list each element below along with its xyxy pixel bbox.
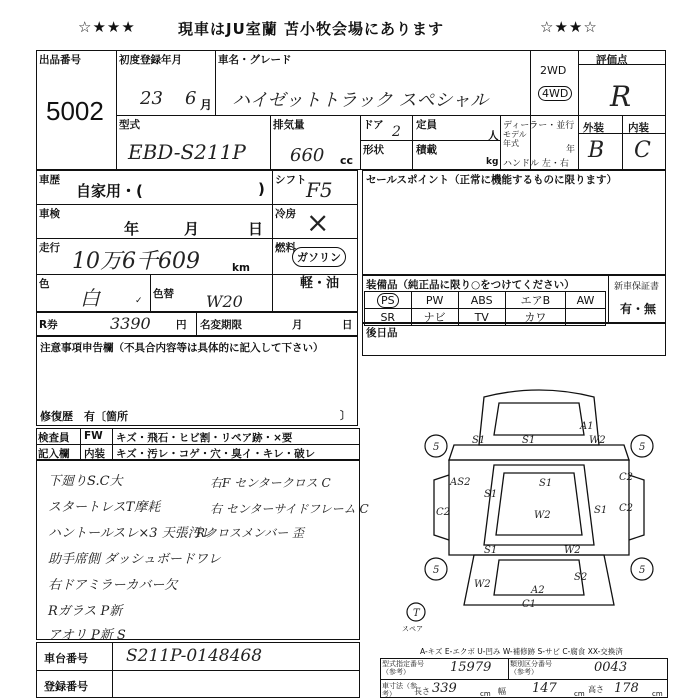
dealer-label: ディーラー・並行 [503, 121, 575, 131]
length-value: 339 [432, 681, 457, 696]
tire-mark: 5 [639, 442, 646, 453]
note-line: アオリ P新 S [48, 628, 126, 643]
damage-code: C2 [619, 472, 634, 483]
width-unit: cm [574, 690, 585, 698]
after-install-box [362, 323, 666, 356]
length-label: 長さ [414, 687, 430, 696]
interior-value: C [634, 138, 651, 163]
chassis-label: 車台番号 [44, 652, 88, 665]
displacement-label: 排気量 [273, 119, 305, 131]
after-install-label: 後日品 [366, 327, 398, 339]
capacity-unit: 人 [488, 130, 499, 142]
vehicle-damage-diagram [414, 385, 664, 635]
inspection-year: 年 [124, 220, 140, 238]
doors-value: 2 [392, 124, 401, 140]
fuel-diesel: 軽・油 [300, 276, 340, 291]
fw-label: FW [84, 430, 103, 442]
damage-code: A2 [531, 585, 545, 596]
name-change-label: 名変期限 [200, 319, 242, 331]
type-num-label: 型式指定番号（参考） [382, 660, 424, 676]
equip-tv: TV [458, 309, 505, 326]
dims-label: 車寸法（参考） [382, 682, 417, 698]
model-year-unit: 年 [566, 145, 576, 155]
equip-navi: ナビ [411, 309, 458, 326]
tire-mark: 5 [639, 565, 646, 576]
height-label: 高さ [588, 685, 604, 694]
damage-code: W2 [534, 510, 551, 521]
inspection-month: 月 [184, 220, 200, 238]
equip-leather: カワ [505, 309, 565, 326]
color-value: 白 [80, 286, 100, 310]
damage-code: S2 [574, 572, 588, 583]
name-change-month: 月 [292, 319, 303, 331]
equip-aw: AW [566, 292, 606, 309]
handle-label: ハンドル 左・右 [503, 159, 569, 169]
header-stars-left: ☆★★★ [78, 18, 136, 36]
interior-label: 内装 [628, 122, 649, 134]
fuel-gasoline: ガソリン [292, 247, 346, 267]
note-line: 下廻りS.C大 [48, 474, 123, 489]
damage-code: W2 [564, 545, 581, 556]
damage-code: AS2 [450, 477, 471, 488]
notes-label: 注意事項申告欄（不具合内容等は具体的に記入して下さい） [40, 342, 324, 354]
class-num-label: 類別区分番号（参考） [510, 660, 552, 676]
car-name-value: ハイゼットトラック スペシャル [232, 90, 489, 111]
lot-label: 出品番号 [39, 54, 81, 66]
capacity-label: 定員 [416, 119, 437, 131]
damage-code: W2 [589, 435, 606, 446]
spare-mark: T [413, 608, 420, 619]
model-year-label: モデル年式 [503, 130, 527, 148]
note-line: 助手席側 ダッシュボードワレ [48, 552, 221, 567]
registration-label: 登録番号 [44, 680, 88, 693]
name-change-day: 日 [342, 319, 353, 331]
interior-items: キズ・汚レ・コゲ・穴・臭イ・キレ・破レ [116, 448, 316, 460]
recycle-label: R券 [39, 319, 58, 331]
width-value: 147 [532, 681, 557, 696]
history-close: ) [258, 180, 265, 198]
damage-code: W2 [474, 579, 491, 590]
history-label: 車歴 [39, 174, 60, 186]
damage-code: C2 [436, 507, 451, 518]
fw-items: キズ・飛石・ヒビ割・リペア跡・×要 [116, 432, 293, 444]
recycle-unit: 円 [176, 319, 187, 331]
recycle-row [36, 312, 358, 336]
interior-check-label: 内装 [84, 448, 105, 460]
model-value: EBD-S211P [128, 140, 246, 164]
car-name-label: 車名・グレード [218, 54, 292, 66]
header-stars-right: ☆★★☆ [540, 18, 598, 36]
repair-close: 〕 [340, 410, 351, 422]
right-note-line: 右F センタークロス C [210, 476, 331, 490]
exterior-value: B [588, 138, 605, 163]
damage-legend: A-キズ E-エクボ U-凹み W-補修跡 S-サビ C-腐食 XX-交換済 [420, 647, 623, 656]
length-unit: cm [480, 690, 491, 698]
height-value: 178 [614, 681, 639, 696]
color-code: W20 [206, 292, 243, 311]
note-line: Rガラス P新 [48, 604, 123, 619]
displacement-value: 660 [290, 145, 325, 166]
drive-2wd: 2WD [540, 64, 567, 77]
inspector-entry-label: 記入欄 [38, 448, 70, 460]
aircon-value: × [306, 206, 330, 239]
right-note-line: Rクロスメンバー 歪 [196, 526, 305, 540]
note-line: ハントールスレ×3 天張汚レ [48, 526, 214, 541]
equip-airbag: エアB [505, 292, 565, 309]
inspector-label: 検査員 [38, 432, 70, 444]
damage-code: S1 [484, 489, 498, 500]
height-unit: cm [652, 690, 663, 698]
damage-code: S1 [472, 435, 486, 446]
right-note-line: 右 センターサイドフレーム C [210, 502, 369, 516]
damage-code: S1 [594, 505, 608, 516]
mileage-value: 10万6千609 [72, 249, 200, 274]
model-label: 型式 [119, 119, 140, 131]
damage-code: C1 [522, 599, 537, 610]
recycle-value: 3390 [110, 314, 151, 333]
exterior-label: 外装 [583, 122, 604, 134]
damage-code: S1 [539, 478, 553, 489]
equip-ps: PS [365, 292, 412, 309]
load-label: 積載 [416, 144, 437, 156]
drive-4wd: 4WD [538, 86, 572, 101]
lot-number: 5002 [46, 96, 104, 126]
equipment-label: 装備品（純正品に限り○をつけてください） [366, 279, 575, 291]
fuel-label: 燃料 [275, 242, 296, 254]
damage-code: C2 [619, 503, 634, 514]
grade-value: R [610, 80, 632, 113]
type-num: 15979 [450, 660, 492, 675]
inspection-label: 車検 [39, 208, 60, 220]
shift-label: シフト [275, 174, 307, 186]
history-value: 自家用・( [76, 182, 143, 200]
first-reg-label: 初度登録年月 [119, 54, 182, 66]
chassis-number: S211P-0148468 [126, 646, 263, 666]
warranty-value: 有・無 [620, 302, 657, 316]
mileage-unit: km [232, 262, 250, 274]
color-code-label: 色替 [153, 288, 174, 300]
equipment-table [364, 291, 606, 326]
mileage-label: 走行 [39, 242, 60, 254]
first-reg-unit: 月 [200, 98, 213, 112]
warranty-label: 新車保証書 [614, 282, 660, 292]
shape-label: 形状 [363, 144, 384, 156]
repair-label: 修復歴 有〔箇所 [40, 410, 128, 423]
note-line: 右ドアミラーカバー欠 [48, 578, 178, 593]
inspection-day: 日 [248, 220, 264, 238]
first-reg-month: 6 [185, 88, 197, 109]
sales-point-label: セールスポイント（正常に機能するものに限ります） [366, 174, 618, 186]
note-line: スタートレスT摩耗 [48, 500, 161, 515]
color-label: 色 [39, 278, 50, 290]
tire-mark: 5 [433, 565, 440, 576]
equip-abs: ABS [458, 292, 505, 309]
damage-code: S1 [522, 435, 536, 446]
aircon-label: 冷房 [275, 208, 296, 220]
tire-mark: 5 [433, 442, 440, 453]
class-num: 0043 [594, 660, 628, 675]
load-unit: kg [486, 157, 499, 167]
equip-sr: SR [365, 309, 412, 326]
shift-value: F5 [306, 178, 333, 202]
damage-code: S1 [484, 545, 498, 556]
width-label: 幅 [498, 687, 506, 696]
first-reg-year: 23 [140, 88, 163, 109]
doors-label: ドア [363, 119, 384, 131]
spare-label: スペア [402, 625, 423, 633]
header-title: 現車はJU室蘭 苫小牧会場にあります [178, 20, 444, 38]
grade-label: 評価点 [596, 54, 628, 66]
equip-pw: PW [411, 292, 458, 309]
damage-code: A1 [580, 421, 594, 432]
displacement-unit: cc [340, 154, 354, 167]
